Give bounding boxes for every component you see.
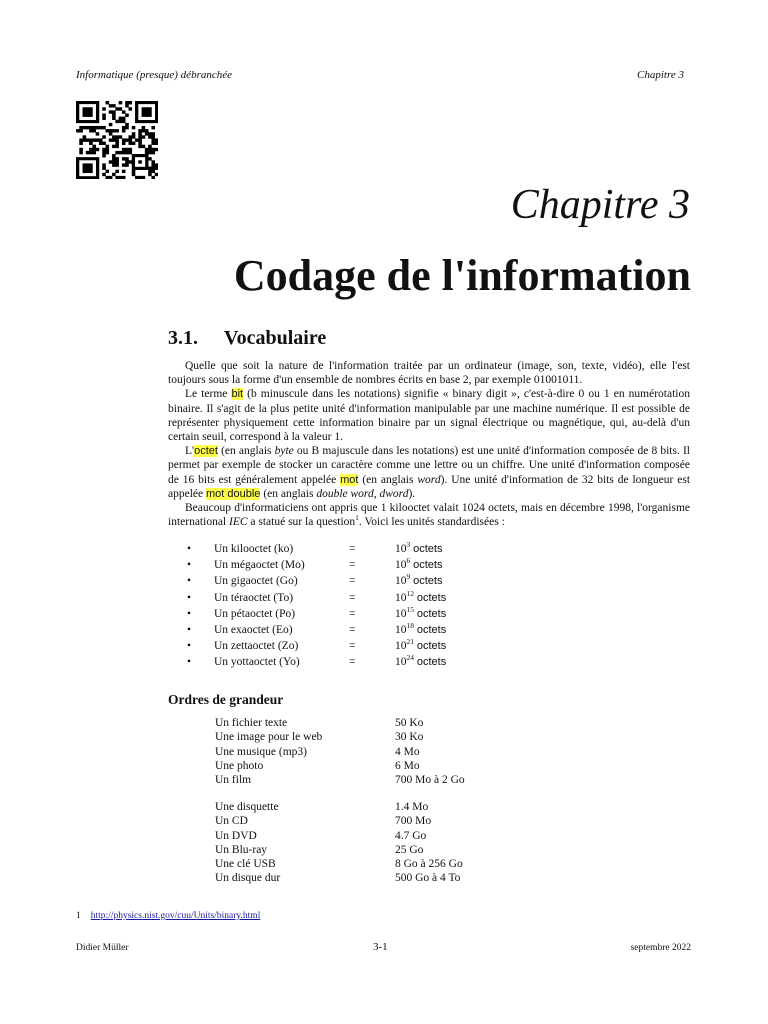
- bullet-icon: •: [187, 575, 192, 588]
- bullet-icon: •: [187, 623, 192, 636]
- orders-heading: Ordres de grandeur: [168, 692, 284, 707]
- body-text: [168, 359, 690, 529]
- running-header-title: Informatique (presque) débranchée: [76, 69, 232, 81]
- highlight-mot: mot: [340, 473, 359, 486]
- footnote-ref[interactable]: 1: [355, 513, 359, 523]
- highlight-mot-double: mot double: [206, 487, 261, 500]
- running-header-chapter: Chapitre 3: [637, 69, 684, 81]
- footer-author: Didier Müller: [76, 943, 129, 953]
- footnote-number: 1: [76, 911, 81, 921]
- footnote-link[interactable]: http://physics.nist.gov/cuu/Units/binary.html: [90, 911, 261, 921]
- bullet-icon: •: [187, 559, 192, 572]
- bullet-icon: •: [187, 656, 192, 669]
- chapter-title: Codage de l'information: [233, 251, 691, 300]
- paragraph-octet: L'octet (en anglais byte ou B majuscule dans les notations) est une unité d'information composée de 8 bits. Il permet par exemple de stocker un caractère comme une lettre ou un chiffre. Une unité d'information composée de 16 bits est généralement appelée mot (en anglais word). Une unité d'information de 32 bits de longueur est appelée mot double (en anglais double word, dword).: [168, 445, 691, 500]
- bullet-icon: •: [187, 543, 192, 555]
- footer-page-number: 3-1: [373, 941, 388, 953]
- bullet-icon: •: [187, 591, 192, 604]
- section-title: Vocabulaire: [224, 327, 327, 349]
- highlight-octet: octet: [194, 445, 218, 458]
- qr-code-icon: [76, 101, 158, 179]
- highlight-bit: bit: [231, 388, 244, 401]
- footnote: [76, 911, 260, 921]
- paragraph-intro: Quelle que soit la nature de l'information traitée par un ordinateur (image, son, texte, vidéo), elle l'est toujours sous la forme d'un ensemble de nombres écrits en base 2, par exemple 01001011.: [168, 360, 690, 387]
- section-heading: [168, 327, 326, 350]
- section-number: 3.1.: [168, 327, 198, 349]
- footer-date: septembre 2022: [630, 943, 691, 953]
- bullet-icon: •: [187, 640, 192, 653]
- paragraph-iec: Beaucoup d'informaticiens ont appris que 1 kilooctet valait 1024 octets, mais en décembre 1998, l'organisme international IEC a statué sur la question$^1$. Voici les unités standardisées :: [168, 502, 690, 529]
- bullet-icon: •: [187, 607, 192, 620]
- paragraph-bit: Le terme bit (b minuscule dans les notations) signifie « binary digit », c'est-à-dire 0 ou 1 en numérotation binaire. Il s'agit de la plus petite unité d'information manipulable par une machine numérique. Il est possible de représenter physiquement cette information binaire par un signal électrique ou magnétique, qui, au-delà d'un certain seuil, correspond à la valeur 1.: [168, 388, 690, 444]
- chapter-label: Chapitre 3: [510, 182, 690, 228]
